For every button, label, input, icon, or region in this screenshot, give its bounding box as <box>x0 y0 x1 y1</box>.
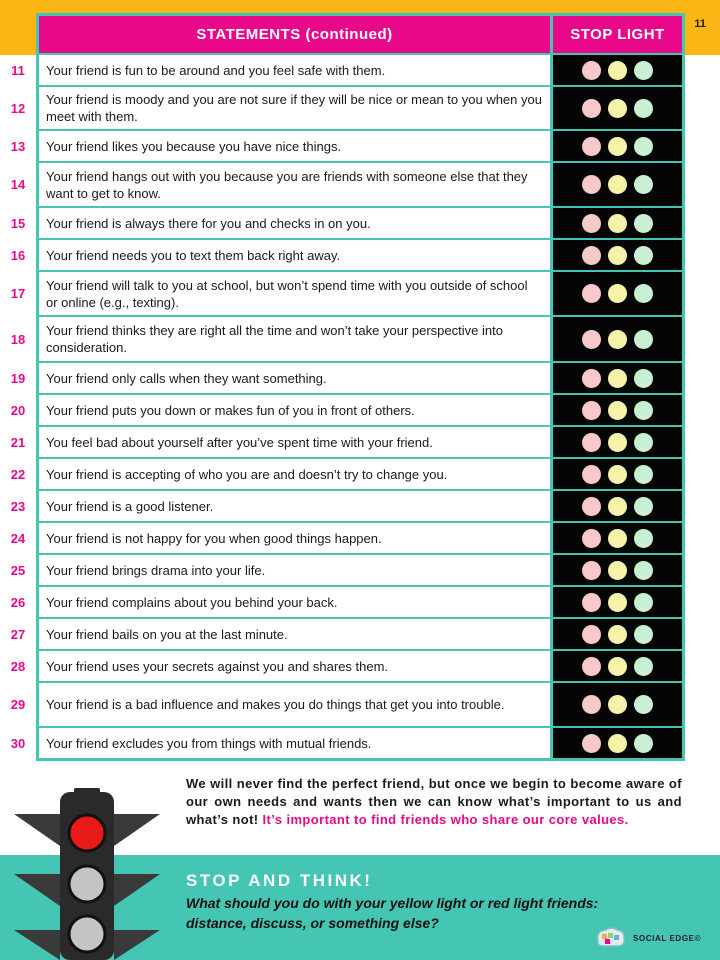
row-number: 19 <box>10 370 26 386</box>
statement-cell: Your friend brings drama into your life. <box>39 555 550 585</box>
message-main: We will never find the perfect friend, but once we begin to become aware of our own needs and wants then we can know what’s important to us and what’s not! <box>186 776 682 827</box>
statement-cell: Your friend bails on you at the last minute. <box>39 619 550 649</box>
row-number: 15 <box>10 215 26 231</box>
statements-header: STATEMENTS (continued) <box>39 16 550 53</box>
statement-cell: Your friend thinks they are right all the time and won’t take your perspective into consideration. <box>39 317 550 361</box>
statements-table <box>36 13 685 761</box>
row-number: 22 <box>10 466 26 482</box>
row-number: 12 <box>10 100 26 116</box>
row-number: 27 <box>10 626 26 642</box>
traffic-light-icon <box>14 788 160 960</box>
statement-cell: Your friend will talk to you at school, but won’t spend time with you outside of school or online (e.g., texting). <box>39 272 550 315</box>
row-number: 29 <box>10 697 26 712</box>
statement-cell: Your friend is not happy for you when good things happen. <box>39 523 550 553</box>
statement-cell: Your friend needs you to text them back right away. <box>39 240 550 270</box>
core-values-message <box>186 775 682 829</box>
statement-cell: Your friend excludes you from things with mutual friends. <box>39 728 550 758</box>
statement-cell: Your friend hangs out with you because you are friends with someone else that they want to get to know. <box>39 163 550 206</box>
row-number: 17 <box>10 286 26 301</box>
statement-cell: Your friend complains about you behind your back. <box>39 587 550 617</box>
social-edge-logo <box>594 926 701 950</box>
message-highlight: It’s important to find friends who share our core values. <box>262 812 629 827</box>
puzzle-brain-icon <box>594 926 628 950</box>
row-number: 13 <box>10 138 26 154</box>
statement-cell: You feel bad about yourself after you’ve spent time with your friend. <box>39 427 550 457</box>
statement-cell: Your friend is a good listener. <box>39 491 550 521</box>
page-number: 11 <box>694 18 706 30</box>
row-number: 28 <box>10 658 26 674</box>
row-number: 20 <box>10 402 26 418</box>
statement-cell: Your friend is accepting of who you are and doesn’t try to change you. <box>39 459 550 489</box>
stop-and-think-question: What should you do with your yellow light or red light friends: distance, discuss, or something else? <box>186 895 599 931</box>
stop-and-think-title: STOP AND THINK! <box>186 871 373 890</box>
statement-cell: Your friend uses your secrets against you and shares them. <box>39 651 550 681</box>
stop-light-header: STOP LIGHT <box>553 16 682 53</box>
row-number: 23 <box>10 498 26 514</box>
row-number: 16 <box>10 247 26 263</box>
row-number: 26 <box>10 594 26 610</box>
row-number: 14 <box>10 177 26 192</box>
statement-cell: Your friend puts you down or makes fun of you in front of others. <box>39 395 550 425</box>
row-number: 18 <box>10 331 26 347</box>
row-number: 24 <box>10 530 26 546</box>
statement-cell: Your friend is moody and you are not sure if they will be nice or mean to you when you meet with them. <box>39 87 550 129</box>
row-number: 25 <box>10 562 26 578</box>
row-number: 11 <box>11 62 25 78</box>
statement-cell: Your friend is fun to be around and you feel safe with them. <box>39 55 550 85</box>
row-number: 30 <box>10 735 26 751</box>
row-number: 21 <box>10 434 26 450</box>
statement-cell: Your friend likes you because you have nice things. <box>39 131 550 161</box>
logo-text: SOCIAL EDGE© <box>633 933 702 943</box>
statement-cell: Your friend only calls when they want something. <box>39 363 550 393</box>
statement-cell: Your friend is a bad influence and makes you do things that get you into trouble. <box>39 683 550 726</box>
statement-cell: Your friend is always there for you and checks in on you. <box>39 208 550 238</box>
